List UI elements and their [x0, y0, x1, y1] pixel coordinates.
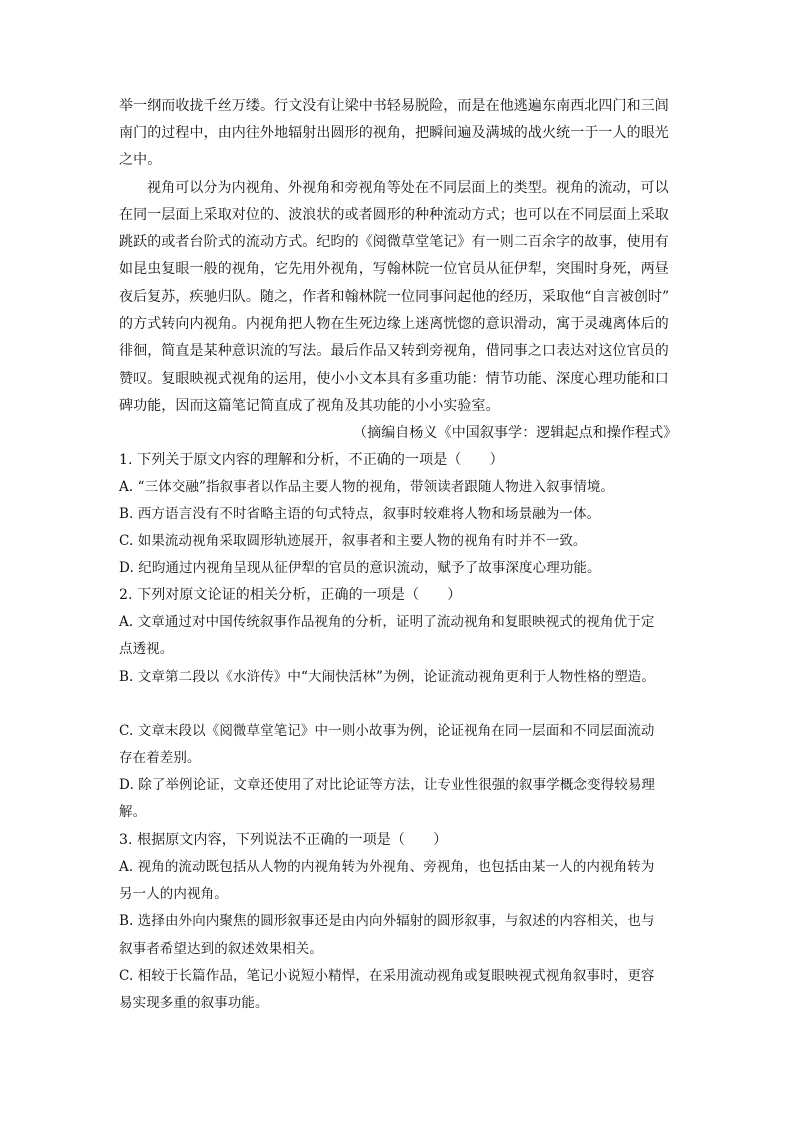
question-1-option-c: C. 如果流动视角采取圆形轨迹展开，叙事者和主要人物的视角有时并不一致。: [119, 533, 587, 549]
question-3-option-b: B. 选择由外向内聚焦的圆形叙事还是由内向外辐射的圆形叙事，与叙述的内容相关，也与: [119, 913, 655, 929]
question-2-stem: 2. 下列对原文论证的相关分析，正确的一项是（ ）: [119, 587, 462, 603]
question-1-stem: 1. 下列关于原文内容的理解和分析，不正确的一项是（ ）: [119, 452, 504, 468]
question-3-option-c: C. 相较于长篇作品，笔记小说短小精悍，在采用流动视角或复眼映视式视角叙事时，更容: [119, 968, 655, 984]
question-2-option-d-cont: 解。: [119, 804, 147, 820]
question-3-stem: 3. 根据原文内容，下列说法不正确的一项是（ ）: [119, 832, 448, 848]
question-1-option-d: D. 纪昀通过内视角呈现从征伊犁的官员的意识流动，赋予了故事深度心理功能。: [119, 560, 601, 576]
passage-line: 徘徊，简直是某种意识流的写法。最后作品又转到旁视角，借同事之口表达对这位官员的: [119, 343, 669, 359]
question-2-option-a-cont: 点透视。: [119, 641, 174, 657]
question-3-option-a-cont: 另一人的内视角。: [119, 886, 228, 902]
passage-line: 举一纲而收拢千丝万缕。行文没有让梁中书轻易脱险，而是在他逃遍东南西北四门和三闾: [119, 98, 669, 114]
question-1-option-a: A. “三体交融”指叙事者以作品主要人物的视角，带领读者跟随人物进入叙事情境。: [119, 479, 615, 495]
passage-line: 视角可以分为内视角、外视角和旁视角等处在不同层面上的类型。视角的流动，可以: [147, 180, 669, 196]
question-2-option-b: B. 文章第二段以《水浒传》中“大闹快活林”为例，论证流动视角更利于人物性格的塑造。: [119, 669, 656, 685]
passage-line: 如昆虫复眼一般的视角，它先用外视角，写翰林院一位官员从征伊犁，突围时身死，两昼: [119, 261, 669, 277]
question-2-option-d: D. 除了举例论证，文章还使用了对比论证等方法，让专业性很强的叙事学概念变得较易理: [119, 777, 656, 793]
passage-line: 的方式转向内视角。内视角把人物在生死边缘上迷离恍惚的意识滑动，寓于灵魂离体后的: [119, 316, 669, 332]
question-3-option-b-cont: 叙事者希望达到的叙述效果相关。: [119, 941, 323, 957]
question-3-option-c-cont: 易实现多重的叙事功能。: [119, 995, 269, 1011]
question-1-option-b: B. 西方语言没有不时省略主语的句式特点，叙事时较难将人物和场景融为一体。: [119, 506, 601, 522]
passage-line: 跳跃的或者台阶式的流动方式。纪昀的《阅微草堂笔记》有一则二百余字的故事，使用有: [119, 234, 669, 250]
question-2-option-c: C. 文章末段以《阅微草堂笔记》中一则小故事为例，论证视角在同一层面和不同层面流动: [119, 723, 655, 739]
question-2-option-a: A. 文章通过对中国传统叙事作品视角的分析，证明了流动视角和复眼映视式的视角优于定: [119, 614, 655, 630]
passage-line: 碑功能，因而这篇笔记简直成了视角及其功能的小小实验室。: [119, 398, 500, 414]
passage-line: 夜后复苏，疾驰归队。随之，作者和翰林院一位同事问起他的经历，采取他“自言被创时”: [119, 289, 670, 305]
passage-line: 之中。: [119, 152, 162, 168]
question-2-option-c-cont: 存在着差别。: [119, 750, 201, 766]
question-3-option-a: A. 视角的流动既包括从人物的内视角转为外视角、旁视角，也包括由某一人的内视角转为: [119, 859, 655, 875]
passage-line: 赞叹。复眼映视式视角的运用，使小小文本具有多重功能：情节功能、深度心理功能和口: [119, 371, 669, 387]
passage-line: 在同一层面上采取对位的、波浪状的或者圆形的种种流动方式；也可以在不同层面上采取: [119, 207, 669, 223]
passage-line: 南门的过程中，由内往外地辐射出圆形的视角，把瞬间遍及满城的战火统一于一人的眼光: [119, 125, 669, 141]
passage-source: （摘编自杨义《中国叙事学：逻辑起点和操作程式》: [353, 425, 678, 441]
